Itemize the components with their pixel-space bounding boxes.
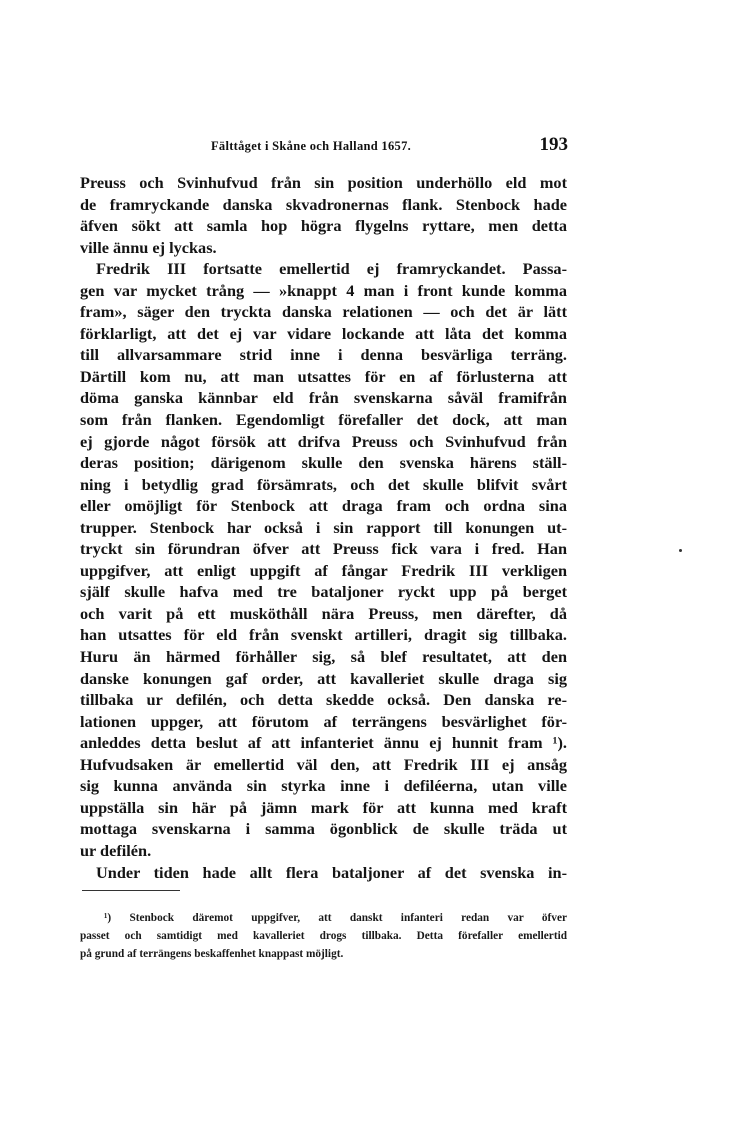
text-line: deras position; därigenom skulle den svenska härens ställ- — [80, 453, 567, 473]
text-line: som från flanken. Egendomligt förefaller det dock, att man — [80, 410, 567, 430]
text-line: de framryckande danska skvadronernas flank. Stenbock hade — [80, 194, 567, 214]
ink-speck — [679, 549, 682, 552]
text-line: han utsattes för eld från svenskt artilleri, dragit sig tillbaka. — [80, 625, 567, 645]
text-line: trupper. Stenbock har också i sin rapport till konungen ut- — [80, 517, 567, 537]
footnote-line: på grund af terrängens beskaffenhet knappast möjligt. — [80, 947, 344, 960]
text-line: ville ännu ej lyckas. — [80, 237, 217, 257]
text-line: danske konungen gaf order, att kavalleriet skulle draga sig — [80, 668, 567, 688]
text-line: lationen uppger, att förutom af terrängens besvärlighet för- — [80, 711, 567, 731]
text-line: till allvarsammare strid inne i denna besvärliga terräng. — [80, 345, 567, 365]
text-line: ej gjorde något försök att drifva Preuss och Svinhufvud från — [80, 431, 567, 451]
text-line: förklarligt, att det ej var vidare lockande att låta det komma — [80, 323, 567, 343]
text-line: tillbaka ur defilén, och detta skedde också. Den danska re- — [80, 690, 567, 710]
text-line: Hufvudsaken är emellertid väl den, att Fredrik III ej ansåg — [80, 754, 567, 774]
text-line: anleddes detta beslut af att infanteriet ännu ej hunnit fram ¹). — [80, 733, 567, 753]
text-line: uppgifver, att enligt uppgift af fångar Fredrik III verkligen — [80, 560, 567, 580]
page-number: 193 — [539, 134, 568, 155]
text-line: ning i betydlig grad försämrats, och det skulle blifvit svårt — [80, 474, 567, 494]
text-line: själf skulle hafva med tre bataljoner ryckt upp på berget — [80, 582, 567, 602]
footnote-line: ¹) Stenbock däremot uppgifver, att danskt infanteri redan var öfver — [104, 912, 567, 924]
body-text — [80, 172, 567, 883]
text-line: Preuss och Svinhufvud från sin position underhöllo eld mot — [80, 173, 567, 192]
page-header — [125, 136, 568, 160]
footnote-rule — [82, 890, 180, 891]
text-line: Fredrik III fortsatte emellertid ej framryckandet. Passa- — [96, 259, 567, 279]
footnote-line: passet och samtidigt med kavalleriet drogs tillbaka. Detta förefaller emellertid — [80, 929, 567, 942]
text-line: döma ganska kännbar eld från svenskarna såväl framifrån — [80, 388, 567, 408]
running-title: Fälttåget i Skåne och Halland 1657. — [210, 139, 412, 153]
footnotes — [80, 910, 567, 963]
text-line: och varit på ett musköthåll nära Preuss, men därefter, då — [80, 603, 567, 623]
text-line: sig kunna använda sin styrka inne i defiléerna, utan ville — [80, 776, 567, 796]
text-line: tryckt sin förundran öfver att Preuss fick vara i fred. Han — [80, 539, 567, 559]
text-line: uppställa sin här på jämn mark för att kunna med kraft — [80, 797, 567, 817]
text-line: Huru än härmed förhåller sig, så blef resultatet, att den — [80, 647, 567, 667]
text-line: äfven sökt att samla hop högra flygelns ryttare, men detta — [80, 216, 567, 236]
text-line: Under tiden hade allt flera bataljoner af det svenska in- — [96, 862, 567, 882]
text-line: ur defilén. — [80, 840, 152, 860]
text-line: gen var mycket trång — »knappt 4 man i front kunde komma — [80, 280, 567, 300]
text-line: Därtill kom nu, att man utsattes för en af förlusterna att — [80, 366, 567, 386]
text-line: fram», säger den tryckta danska relationen — och det är lätt — [80, 302, 567, 322]
text-line: eller omöjligt för Stenbock att draga fram och ordna sina — [80, 496, 567, 516]
text-line: mottaga svenskarna i samma ögonblick de skulle träda ut — [80, 819, 567, 839]
